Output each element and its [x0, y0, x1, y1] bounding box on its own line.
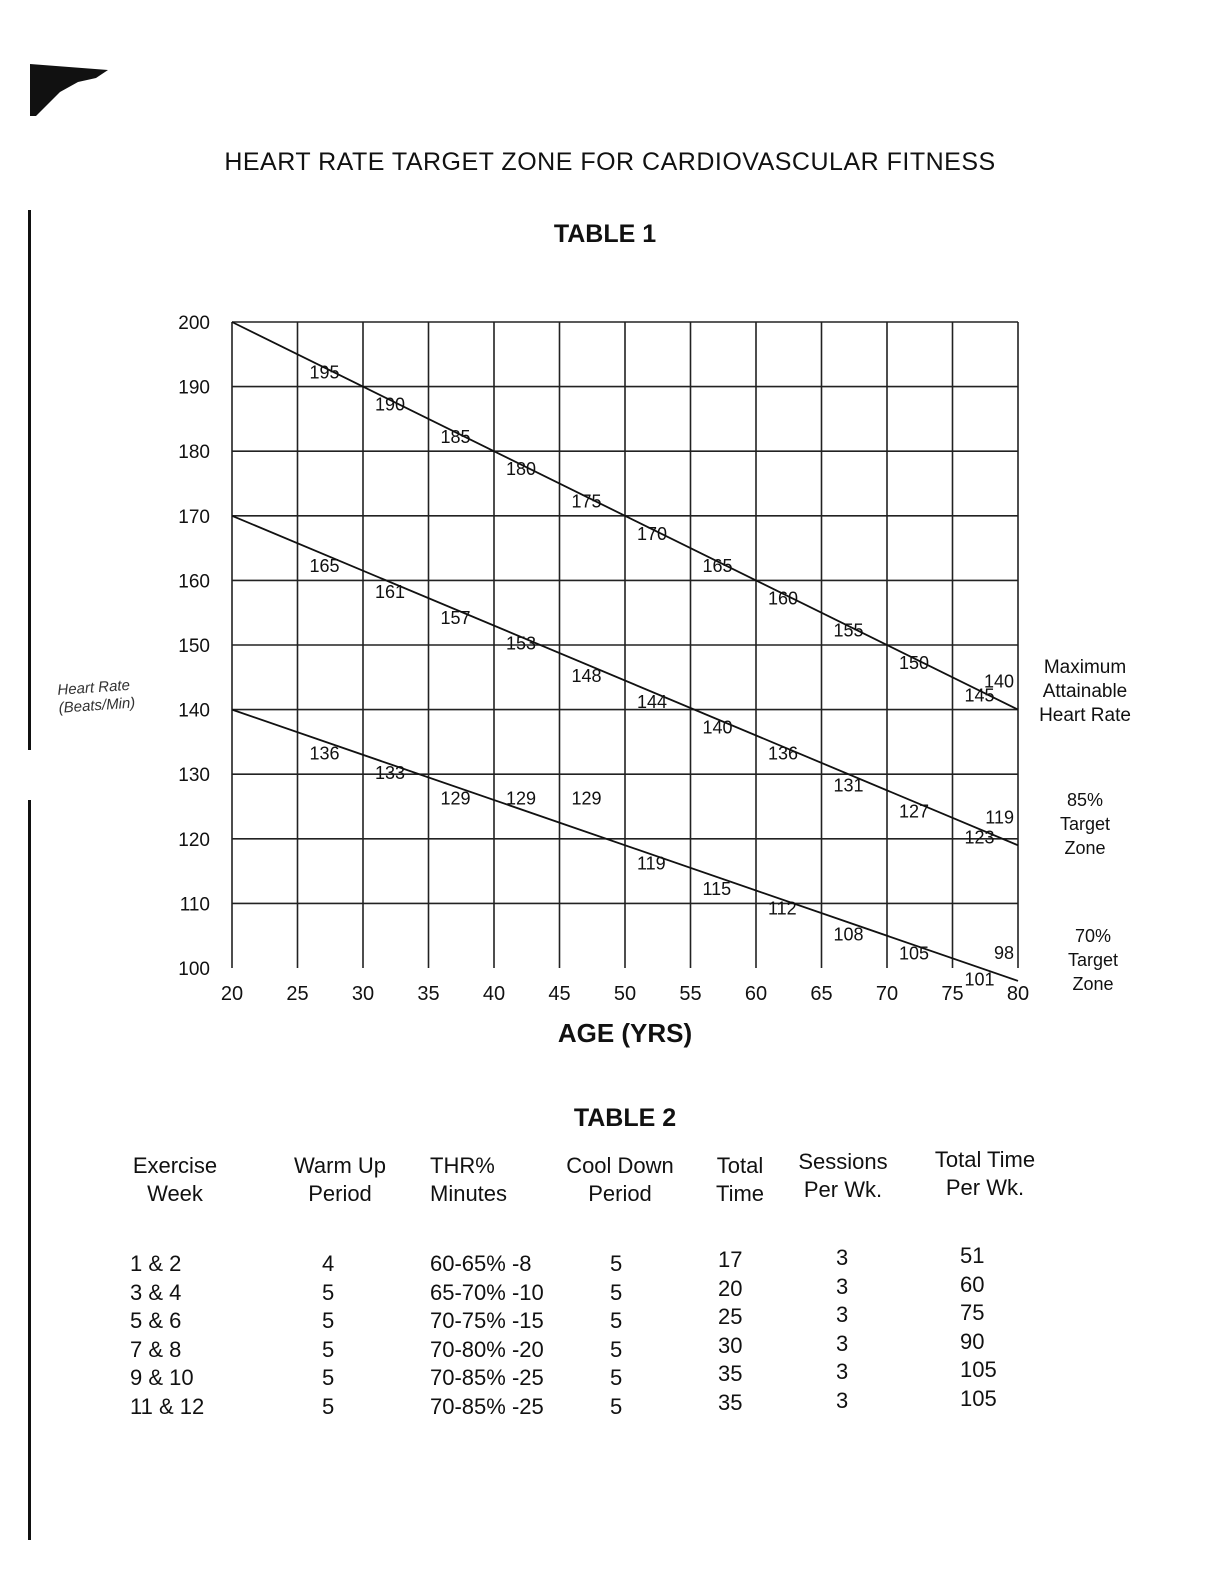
legend-85-line2: Target	[1059, 814, 1111, 834]
x-tick-label: 40	[482, 983, 506, 1005]
legend-70-line2: Target	[1067, 950, 1119, 970]
cooldown-cells	[610, 1250, 730, 1422]
cell-week: 5 & 6	[130, 1308, 182, 1334]
data-label: 127	[899, 801, 930, 822]
data-label: 119	[985, 807, 1014, 828]
cell-weekly: 51	[960, 1243, 985, 1268]
header-warmup-2: Period	[308, 1181, 372, 1206]
legend-max-line1: Maximum	[1043, 657, 1127, 678]
y-tick-label: 130	[178, 765, 210, 787]
header-warmup-1: Warm Up	[293, 1153, 387, 1178]
x-tick-label: 80	[1006, 983, 1030, 1005]
legend-85-line3: Zone	[1064, 838, 1106, 858]
x-tick-label: 60	[744, 983, 768, 1005]
header-cooldown-1: Cool Down	[566, 1153, 674, 1178]
data-label: 160	[768, 588, 799, 609]
data-label: 129	[440, 788, 471, 809]
y-tick-label: 140	[178, 700, 210, 722]
header-sessions-2: Per Wk.	[803, 1177, 883, 1202]
cell-total: 35	[718, 1361, 743, 1387]
data-label: 115	[702, 879, 732, 900]
legend-85-line1: 85%	[1066, 790, 1104, 810]
header-weekly-1: Total Time	[934, 1147, 1036, 1172]
x-axis-title: AGE (YRS)	[557, 1018, 693, 1048]
x-tick-label: 65	[810, 983, 833, 1005]
cell-week: 1 & 2	[130, 1251, 182, 1276]
data-label: 195	[309, 362, 340, 383]
data-label: 150	[899, 653, 930, 673]
cell-thr: 70-85% -25	[430, 1365, 544, 1391]
cell-thr: 70-80% -20	[430, 1336, 544, 1362]
x-tick-label: 20	[220, 983, 244, 1005]
x-tick-label: 45	[548, 983, 571, 1005]
cell-cooldown: 5	[610, 1279, 623, 1305]
cell-warmup: 5	[322, 1279, 335, 1305]
weekly-cells	[960, 1242, 1090, 1414]
cell-sessions: 3	[836, 1330, 849, 1356]
data-label: 101	[964, 969, 995, 990]
week-cells	[130, 1250, 240, 1422]
data-label: 148	[571, 665, 602, 686]
y-tick-label: 160	[178, 571, 210, 593]
legend-max-heart-rate	[1030, 656, 1140, 728]
legend-max-line3: Heart Rate	[1039, 705, 1131, 726]
col-thr-minutes	[430, 1152, 570, 1419]
data-label: 155	[833, 620, 864, 641]
data-label: 190	[375, 394, 406, 415]
cell-cooldown: 5	[610, 1365, 623, 1391]
legend-70-target-zone	[1048, 924, 1138, 996]
cell-warmup: 5	[322, 1365, 335, 1391]
data-label: 129	[506, 788, 537, 809]
cell-weekly: 60	[960, 1271, 985, 1297]
cell-warmup: 4	[322, 1251, 335, 1276]
header-sessions-1: Sessions	[798, 1149, 888, 1174]
y-tick-label: 170	[178, 506, 210, 528]
thr-cells	[430, 1250, 570, 1422]
col-total-time	[700, 1152, 780, 1415]
y-tick-label: 150	[178, 636, 210, 657]
data-label: 133	[375, 762, 406, 783]
y-tick-label: 100	[178, 959, 210, 980]
cell-sessions: 3	[836, 1387, 849, 1413]
x-tick-label: 50	[613, 983, 637, 1005]
cell-cooldown: 5	[610, 1308, 623, 1334]
cell-sessions: 3	[836, 1245, 849, 1270]
cell-week: 9 & 10	[130, 1365, 194, 1391]
legend-max-line2: Attainable	[1042, 681, 1128, 702]
data-label: 145	[964, 685, 995, 706]
data-label: 98	[993, 942, 1014, 963]
cell-warmup: 5	[322, 1308, 335, 1334]
cell-total: 35	[718, 1389, 743, 1415]
data-label: 180	[506, 459, 537, 480]
sessions-cells	[836, 1244, 946, 1416]
data-label: 170	[637, 523, 668, 544]
cell-weekly: 75	[960, 1300, 985, 1326]
col-exercise-week	[120, 1152, 230, 1419]
header-total-2: Time	[715, 1181, 765, 1206]
cell-warmup: 5	[322, 1393, 335, 1419]
cell-cooldown: 5	[610, 1251, 623, 1276]
x-tick-label: 25	[286, 983, 309, 1005]
cell-warmup: 5	[322, 1336, 335, 1362]
x-tick-label: 30	[351, 983, 375, 1005]
cell-total: 25	[718, 1304, 743, 1330]
data-label: 153	[506, 633, 537, 654]
cell-sessions: 3	[836, 1302, 849, 1328]
x-tick-label: 70	[875, 983, 899, 1005]
table1-label: TABLE 1	[553, 220, 657, 248]
y-tick-label: 110	[179, 894, 210, 916]
data-label: 112	[768, 898, 797, 919]
header-weekly-2: Per Wk.	[945, 1175, 1025, 1200]
cell-week: 3 & 4	[130, 1279, 182, 1305]
y-tick-label: 200	[178, 313, 210, 334]
data-label: 185	[440, 426, 471, 447]
cell-week: 11 & 12	[130, 1393, 205, 1419]
cell-thr: 65-70% -10	[430, 1279, 544, 1305]
data-label: 157	[440, 607, 471, 628]
header-thr-1: THR%	[430, 1153, 495, 1178]
legend-70-line1: 70%	[1074, 926, 1112, 946]
cell-total: 20	[718, 1275, 743, 1301]
cell-thr: 60-65% -8	[430, 1251, 532, 1276]
cell-cooldown: 5	[610, 1393, 623, 1419]
cell-total: 30	[718, 1332, 743, 1358]
data-label: 105	[899, 943, 930, 964]
cell-cooldown: 5	[610, 1336, 623, 1362]
data-label: 140	[983, 671, 1014, 692]
x-tick-label: 75	[941, 983, 964, 1005]
cell-thr: 70-85% -25	[430, 1393, 544, 1419]
col-total-per-week	[920, 1146, 1050, 1411]
header-week-1: Exercise	[132, 1153, 218, 1178]
x-tick-label: 35	[417, 983, 440, 1005]
cell-thr: 70-75% -15	[430, 1308, 544, 1334]
x-tick-label: 55	[679, 983, 702, 1005]
header-total-1: Total	[716, 1153, 764, 1178]
cell-weekly: 105	[960, 1357, 997, 1383]
y-axis-side-label: Heart Rate (Beats/Min)	[56, 676, 136, 717]
legend-85-target-zone	[1040, 788, 1130, 860]
cell-sessions: 3	[836, 1359, 849, 1385]
data-label: 131	[833, 775, 864, 796]
data-label: 136	[768, 743, 799, 764]
data-label: 129	[571, 788, 602, 809]
col-cool-down	[560, 1152, 680, 1419]
header-cooldown-2: Period	[588, 1181, 652, 1206]
cell-sessions: 3	[836, 1273, 849, 1299]
total-cells	[718, 1246, 798, 1418]
exercise-schedule-table	[120, 1147, 1080, 1422]
header-week-2: Week	[147, 1181, 203, 1206]
table2-label: TABLE 2	[573, 1104, 677, 1132]
legend-70-line3: Zone	[1072, 974, 1114, 994]
data-label: 165	[702, 556, 733, 577]
data-label: 108	[833, 924, 864, 945]
y-tick-label: 120	[178, 829, 210, 851]
data-label: 123	[964, 827, 995, 848]
data-label: 165	[309, 556, 340, 577]
y-tick-label: 180	[178, 442, 210, 464]
cell-week: 7 & 8	[130, 1336, 182, 1362]
col-warm-up	[280, 1152, 400, 1419]
data-label: 161	[375, 581, 406, 602]
data-label: 140	[702, 717, 733, 738]
warmup-cells	[322, 1250, 442, 1422]
data-label: 119	[637, 853, 666, 874]
data-label: 144	[637, 691, 668, 712]
y-tick-label: 190	[178, 377, 210, 399]
cell-total: 17	[718, 1247, 743, 1272]
page-title: HEART RATE TARGET ZONE FOR CARDIOVASCULAR FITNESS	[224, 148, 996, 176]
cell-weekly: 105	[960, 1385, 997, 1411]
header-thr-2: Minutes	[430, 1181, 508, 1206]
cell-weekly: 90	[960, 1328, 985, 1354]
data-label: 136	[309, 743, 340, 764]
data-label: 175	[571, 491, 602, 512]
col-sessions	[788, 1148, 898, 1413]
